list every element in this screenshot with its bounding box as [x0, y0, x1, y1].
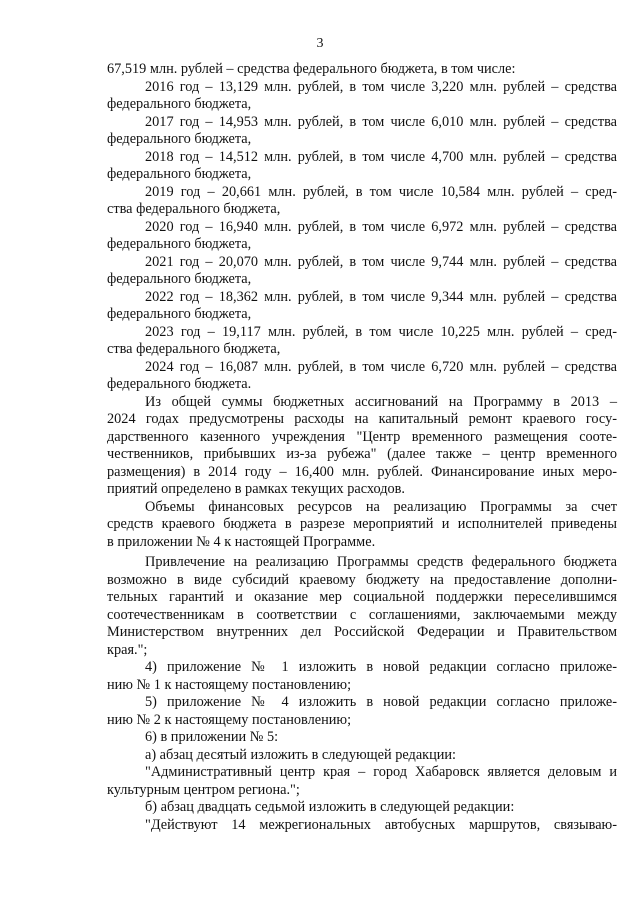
text-line: Объемы финансовых ресурсов на реализацию Программы за счет: [145, 498, 617, 515]
text-line: 6) в приложении № 5:: [145, 729, 279, 745]
text-line: 2018 год – 14,512 млн. рублей, в том числе 4,700 млн. рублей – средства: [145, 148, 617, 165]
text-line: 2016 год – 13,129 млн. рублей, в том числе 3,220 млн. рублей – средства: [145, 78, 617, 95]
text-line: "Действуют 14 межрегиональных автобусных маршрутов, связываю-: [145, 816, 617, 833]
text-line: дарственного казенного учреждения "Центр временного размещения соотe-: [107, 428, 617, 445]
text-line: Министерством внутренних дел Российской Федерации и Правительством: [107, 624, 617, 640]
text-line: б) абзац двадцать седьмой изложить в следующей редакции:: [145, 799, 515, 815]
text-line: соотечественникам в соответствии с соглашениями, заключаемыми между: [107, 606, 617, 623]
text-line: федерального бюджета,: [107, 166, 252, 182]
text-line: чественников, прибывших из-за рубежа" (далее также – центр временного: [107, 446, 617, 462]
text-line: ства федерального бюджета,: [107, 341, 281, 357]
text-line: 2019 год – 20,661 млн. рублей, в том числе 10,584 млн. рублей – сред-: [145, 183, 617, 200]
text-line: 2021 год – 20,070 млн. рублей, в том числе 9,744 млн. рублей – средства: [145, 253, 617, 270]
text-line: Привлечение на реализацию Программы средств федерального бюджета: [145, 554, 617, 570]
text-line: федерального бюджета,: [107, 236, 252, 252]
text-line: федерального бюджета,: [107, 271, 252, 287]
text-line: 67,519 млн. рублей – средства федерального бюджета, в том числе:: [107, 61, 516, 77]
text-line: культурным центром региона.";: [107, 781, 300, 798]
text-line: размещения) в 2014 году – 16,400 млн. рублей. Финансирование иных меро-: [107, 463, 617, 480]
text-line: приятий определено в рамках текущих расходов.: [107, 481, 406, 497]
text-line: 2023 год – 19,117 млн. рублей, в том числе 10,225 млн. рублей – сред-: [145, 323, 617, 340]
body-text: [107, 61, 617, 834]
text-line: "Административный центр края – город Хабаровск является деловым и: [145, 764, 617, 780]
text-line: федерального бюджета,: [107, 306, 252, 322]
text-line: 2024 год – 16,087 млн. рублей, в том числе 6,720 млн. рублей – средства: [145, 358, 617, 375]
text-line: ства федерального бюджета,: [107, 201, 281, 217]
page-number: 3: [316, 36, 324, 51]
text-line: 2020 год – 16,940 млн. рублей, в том числе 6,972 млн. рублей – средства: [145, 218, 617, 235]
text-line: 2024 годах предусмотрены расходы на капитальный ремонт краевого госу-: [107, 411, 617, 427]
text-line: возможно в виде субсидий краевому бюджету на предоставление дополни-: [107, 571, 617, 588]
text-line: федерального бюджета,: [107, 96, 252, 112]
text-line: тельных гарантий и оказание мер социальной поддержки переселившимся: [107, 589, 617, 605]
text-line: края.";: [107, 641, 148, 658]
text-line: 2022 год – 18,362 млн. рублей, в том числе 9,344 млн. рублей – средства: [145, 288, 617, 305]
text-line: а) абзац десятый изложить в следующей редакции:: [145, 746, 457, 763]
text-line: Из общей суммы бюджетных ассигнований на Программу в 2013 –: [145, 393, 617, 410]
text-line: нию № 2 к настоящему постановлению;: [107, 711, 352, 728]
text-line: 4) приложение № 1 изложить в новой редакции согласно приложе-: [145, 659, 617, 675]
text-line: федерального бюджета.: [107, 376, 252, 392]
text-line: средств краевого бюджета в разрезе мероприятий и исполнителей приведены: [107, 516, 617, 532]
text-line: 2017 год – 14,953 млн. рублей, в том числе 6,010 млн. рублей – средства: [145, 113, 617, 130]
text-line: федерального бюджета,: [107, 131, 252, 147]
text-line: 5) приложение № 4 изложить в новой редакции согласно приложе-: [145, 694, 617, 710]
text-line: нию № 1 к настоящему постановлению;: [107, 676, 352, 693]
text-line: в приложении № 4 к настоящей Программе.: [107, 533, 376, 550]
